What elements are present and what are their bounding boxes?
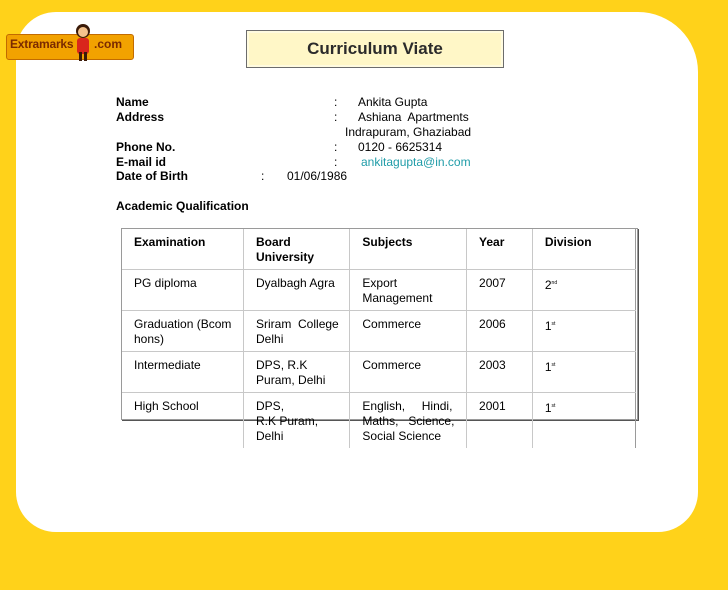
cell-exam: PG diploma <box>122 270 244 311</box>
division-number: 1 <box>544 401 552 415</box>
cell-year: 2001 <box>467 393 533 449</box>
cell-exam: High School <box>122 393 244 449</box>
extramarks-logo <box>6 22 132 62</box>
dob-value: 01/06/1986 <box>287 169 348 183</box>
address-separator: : <box>334 110 338 124</box>
email-label: E-mail id <box>116 155 167 169</box>
mascot-icon <box>70 22 96 62</box>
address-label: Address <box>116 110 165 124</box>
cell-division <box>532 352 635 393</box>
division-number: 1 <box>544 360 552 374</box>
cell-subjects: Commerce <box>350 352 467 393</box>
cell-subjects: English, Hindi, Maths, Science, Social Science <box>350 393 467 449</box>
cell-year: 2006 <box>467 311 533 352</box>
dob-label: Date of Birth <box>116 169 188 183</box>
header-examination: Examination <box>122 229 244 270</box>
phone-value: 0120 - 6625314 <box>358 140 443 154</box>
email-link[interactable]: ankitagupta@in.com <box>361 155 471 169</box>
division-suffix: st <box>551 362 556 368</box>
cell-exam: Graduation (Bcom hons) <box>122 311 244 352</box>
title-box <box>246 30 504 68</box>
division-suffix: st <box>551 321 556 327</box>
logo-text-right: .com <box>94 37 123 51</box>
address-line2: Indrapuram, Ghaziabad <box>345 125 472 139</box>
cell-division <box>532 311 635 352</box>
dob-separator: : <box>261 169 265 183</box>
header-board: Board University <box>244 229 350 270</box>
cell-year: 2007 <box>467 270 533 311</box>
cell-division <box>532 270 635 311</box>
header-subjects: Subjects <box>350 229 467 270</box>
cell-board: DPS, R.K Puram, Delhi <box>244 352 350 393</box>
table-row <box>122 393 636 449</box>
academic-table <box>121 228 638 443</box>
cell-division <box>532 393 635 449</box>
cell-subjects: Commerce <box>350 311 467 352</box>
division-suffix: nd <box>551 280 558 286</box>
table-row <box>122 352 636 393</box>
page-title: Curriculum Viate <box>307 39 443 58</box>
cell-board: Dyalbagh Agra <box>244 270 350 311</box>
header-division: Division <box>532 229 635 270</box>
name-label: Name <box>116 95 149 109</box>
header-year: Year <box>467 229 533 270</box>
table-row <box>122 311 636 352</box>
phone-label: Phone No. <box>116 140 176 154</box>
cell-exam: Intermediate <box>122 352 244 393</box>
cell-board: DPS, R.K Puram, Delhi <box>244 393 350 449</box>
name-value: Ankita Gupta <box>358 95 428 109</box>
cell-board: Sriram College Delhi <box>244 311 350 352</box>
name-separator: : <box>334 95 338 109</box>
academic-heading: Academic Qualification <box>116 199 249 213</box>
address-line1: Ashiana Apartments <box>358 110 469 124</box>
division-number: 2 <box>544 278 552 292</box>
cell-year: 2003 <box>467 352 533 393</box>
logo-text-left: Extramarks <box>10 37 74 51</box>
table-header-row <box>122 229 636 270</box>
division-number: 1 <box>544 319 552 333</box>
division-suffix: st <box>551 403 556 409</box>
table-row <box>122 270 636 311</box>
cell-subjects: Export Management <box>350 270 467 311</box>
phone-separator: : <box>334 140 338 154</box>
email-separator: : <box>334 155 338 169</box>
